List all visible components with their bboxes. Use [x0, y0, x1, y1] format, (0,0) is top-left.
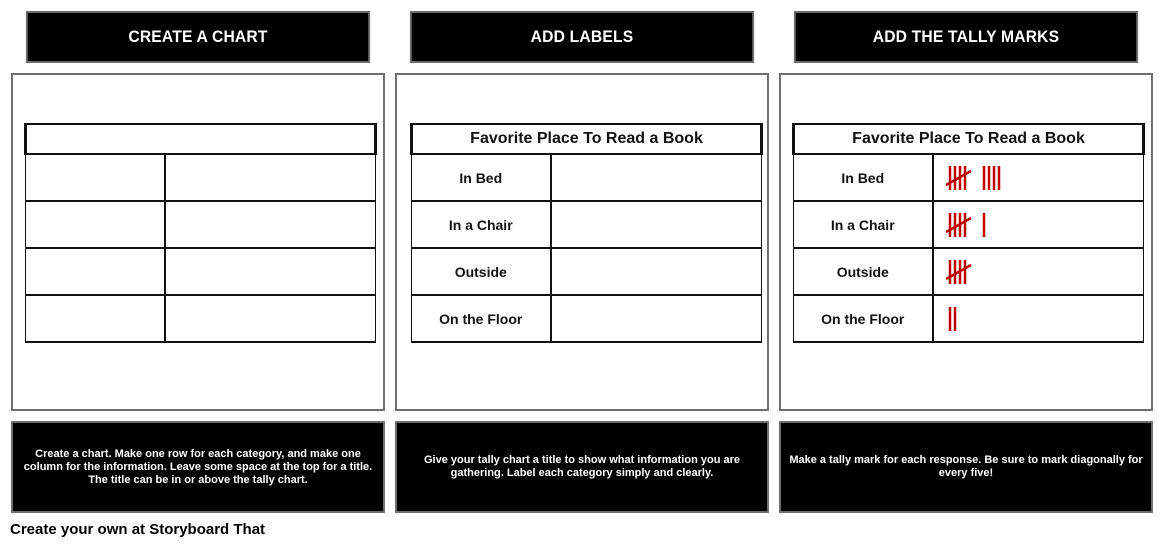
value-cell: [551, 295, 762, 342]
tally-svg: [946, 304, 980, 334]
tally-marks: [933, 154, 1144, 201]
value-cell: [165, 201, 376, 248]
panel-3: [779, 73, 1153, 411]
chart-title: Favorite Place To Read a Book: [794, 124, 1144, 154]
category-label: In a Chair: [412, 201, 551, 248]
chart-title: Favorite Place To Read a Book: [412, 124, 762, 154]
panel-1-header-text: CREATE A CHART: [128, 27, 268, 46]
value-cell: [165, 154, 376, 201]
panel-3-caption-text: Make a tally mark for each response. Be sure to mark diagonally for every five!: [789, 454, 1143, 479]
label-cell: [26, 295, 165, 342]
value-cell: [165, 248, 376, 295]
storyboard-that-credit[interactable]: Create your own at Storyboard That: [10, 521, 266, 538]
tally-svg: [946, 163, 1014, 193]
value-cell: [551, 248, 762, 295]
category-label: In a Chair: [794, 201, 933, 248]
chart-title-cell: [26, 124, 376, 154]
category-label: In Bed: [794, 154, 933, 201]
label-cell: [26, 248, 165, 295]
panel-2-caption: [395, 421, 769, 513]
panel-1-header: [26, 11, 370, 63]
value-cell: [551, 154, 762, 201]
category-label: In Bed: [412, 154, 551, 201]
label-cell: [26, 201, 165, 248]
category-label: On the Floor: [794, 295, 933, 342]
empty-tally-chart: [24, 123, 377, 343]
panel-2-caption-text: Give your tally chart a title to show what information you are gathering. Label each category simply and clearly.: [423, 454, 740, 479]
panel-3-header-text: ADD THE TALLY MARKS: [872, 27, 1060, 46]
tally-svg: [946, 210, 1014, 240]
panel-3-header: [794, 11, 1138, 63]
panel-1: [11, 73, 385, 411]
labeled-tally-chart: [410, 123, 763, 343]
panel-2-header-text: ADD LABELS: [530, 27, 634, 46]
panel-2-header: [410, 11, 754, 63]
value-cell: [165, 295, 376, 342]
panel-3-caption: [779, 421, 1153, 513]
category-label: On the Floor: [412, 295, 551, 342]
category-label: Outside: [412, 248, 551, 295]
tally-marks: [933, 248, 1144, 295]
tally-marks: [933, 295, 1144, 342]
category-label: Outside: [794, 248, 933, 295]
panel-1-caption: [11, 421, 385, 513]
filled-tally-chart: [792, 123, 1145, 343]
panel-2: [395, 73, 769, 411]
label-cell: [26, 154, 165, 201]
value-cell: [551, 201, 762, 248]
panel-1-caption-text: Create a chart. Make one row for each category, and make one column for the information. Leave some space at the top for a title. The title can be in or above the tally chart.: [23, 447, 373, 486]
tally-marks: [933, 201, 1144, 248]
tally-svg: [946, 257, 980, 287]
